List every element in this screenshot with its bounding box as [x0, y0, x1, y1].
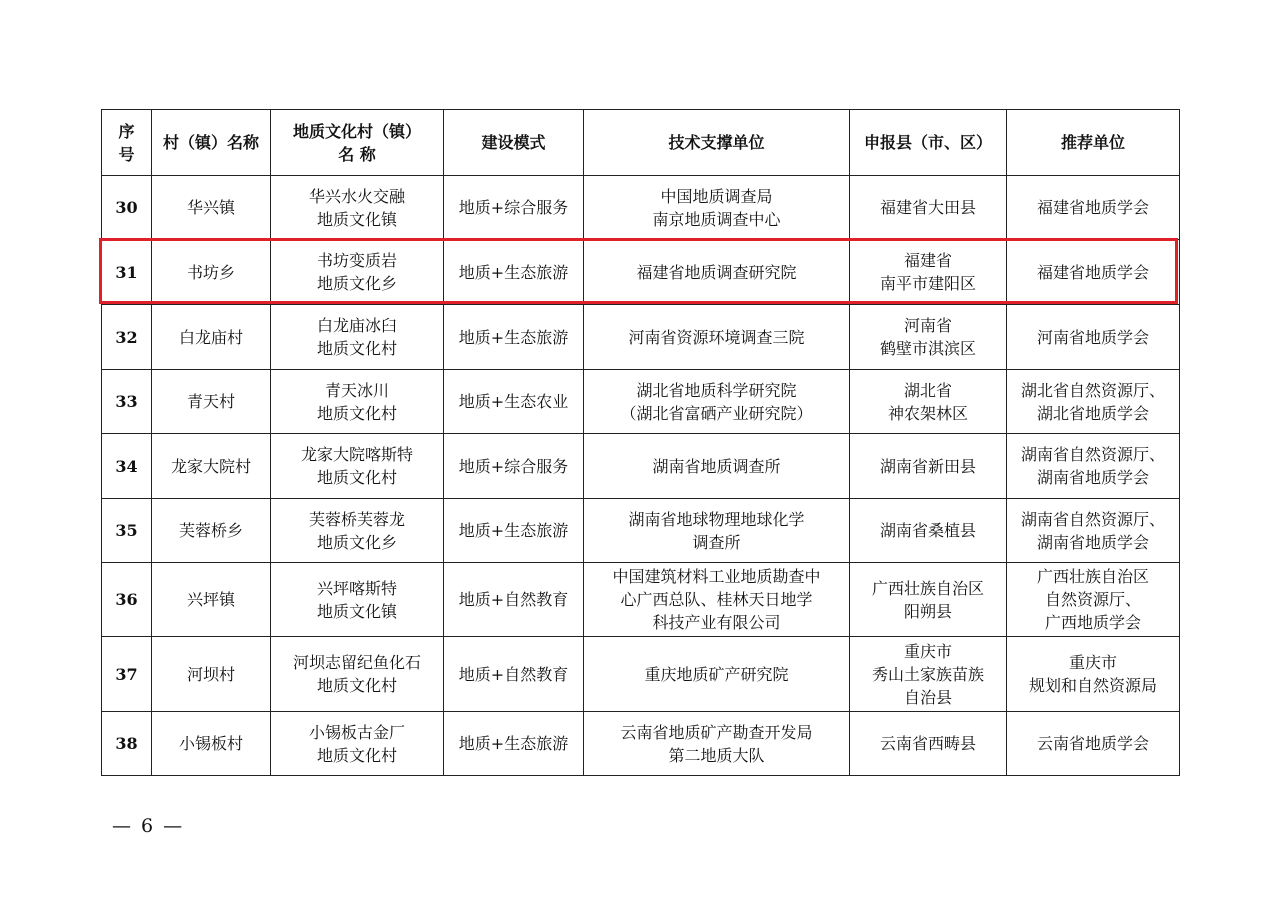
- table-row: [102, 563, 1180, 637]
- header-support: 技术支撑单位: [584, 110, 850, 176]
- cell-county: [850, 637, 1007, 712]
- cell-geo-name-line: 小锡板古金厂: [308, 722, 405, 742]
- cell-geo-name: [271, 712, 444, 776]
- table-header-row: [102, 110, 1180, 176]
- cell-geo-name-line: 地质文化镇: [316, 209, 397, 229]
- table-row: [102, 434, 1180, 499]
- cell-geo-name: [271, 176, 444, 240]
- cell-county-line: 云南省西畴县: [879, 734, 976, 753]
- cell-village: 小锡板村: [152, 712, 271, 776]
- cell-support-line: 心广西总队、桂林天日地学: [620, 590, 813, 609]
- cell-county-line: 鹤壁市淇滨区: [879, 339, 976, 358]
- cell-mode: 地质+生态旅游: [444, 712, 584, 776]
- page-number: — 6 —: [112, 815, 185, 837]
- cell-support-line: （湖北省富硒产业研究院）: [620, 403, 813, 423]
- cell-geo-name-line: 地质文化村: [316, 403, 397, 423]
- cell-village: 河坝村: [152, 637, 271, 712]
- table-row: [102, 240, 1180, 305]
- cell-county-line: 南平市建阳区: [879, 274, 976, 293]
- cell-support-line: 湖南省地球物理地球化学: [628, 509, 805, 529]
- cell-county-line: 河南省: [903, 316, 952, 335]
- cell-county: [850, 499, 1007, 563]
- table-row: [102, 305, 1180, 370]
- cell-support: [584, 563, 850, 637]
- cell-village: 书坊乡: [152, 240, 271, 305]
- cell-recommender-line: 湖南省自然资源厅、: [1020, 445, 1165, 464]
- cell-no: 35: [102, 499, 152, 563]
- cell-county-line: 福建省大田县: [879, 198, 976, 217]
- cell-county: [850, 712, 1007, 776]
- cell-recommender-line: 湖南省地质学会: [1036, 532, 1149, 552]
- cell-geo-name-line: 地质文化村: [316, 339, 397, 358]
- cell-village: 白龙庙村: [152, 305, 271, 370]
- cell-support: [584, 637, 850, 712]
- cell-geo-name-line: 地质文化村: [316, 468, 397, 487]
- cell-geo-name: [271, 637, 444, 712]
- cell-geo-name-line: 地质文化乡: [316, 532, 397, 552]
- cell-geo-name: [271, 499, 444, 563]
- header-geo-village: 地质文化村（镇） 名 称: [271, 110, 444, 176]
- cell-village: 兴坪镇: [152, 563, 271, 637]
- cell-county: [850, 176, 1007, 240]
- cell-no: 37: [102, 637, 152, 712]
- cell-recommender-line: 广西地质学会: [1044, 613, 1141, 632]
- cell-geo-name-line: 河坝志留纪鱼化石: [292, 653, 421, 672]
- cell-support-line: 中国地质调查局: [660, 186, 773, 206]
- cell-village: 青天村: [152, 370, 271, 434]
- cell-county-line: 湖南省桑植县: [879, 521, 976, 540]
- cell-county: [850, 434, 1007, 499]
- cell-geo-name: [271, 240, 444, 305]
- cell-support-line: 湖南省地质调查所: [652, 456, 781, 476]
- cell-support-line: 南京地质调查中心: [652, 209, 781, 229]
- header-mode: 建设模式: [444, 110, 584, 176]
- table-row: [102, 637, 1180, 712]
- cell-recommender: [1007, 305, 1180, 370]
- cell-county-line: 湖北省: [903, 380, 952, 400]
- cell-no: 33: [102, 370, 152, 434]
- header-county: 申报县（市、区）: [850, 110, 1007, 176]
- cell-support-line: 第二地质大队: [668, 745, 765, 765]
- cell-geo-name-line: 青天冰川: [324, 380, 389, 400]
- cell-support-line: 河南省资源环境调查三院: [628, 327, 805, 347]
- table-row: [102, 499, 1180, 563]
- cell-support: [584, 240, 850, 305]
- cell-county-line: 阳朔县: [903, 601, 952, 621]
- header-recommender: 推荐单位: [1007, 110, 1180, 176]
- cell-recommender-line: 广西壮族自治区: [1036, 567, 1149, 586]
- cell-recommender: [1007, 176, 1180, 240]
- cell-recommender-line: 湖北省地质学会: [1036, 403, 1149, 423]
- cell-support-line: 福建省地质调查研究院: [636, 262, 797, 282]
- cell-village: 龙家大院村: [152, 434, 271, 499]
- cell-geo-name: [271, 434, 444, 499]
- cell-county-line: 湖南省新田县: [879, 456, 976, 476]
- table-row: [102, 176, 1180, 240]
- cell-recommender: [1007, 240, 1180, 305]
- cell-county-line: 福建省: [903, 251, 952, 270]
- table-body: [102, 176, 1180, 776]
- cell-mode: 地质+综合服务: [444, 176, 584, 240]
- cell-county-line: 广西壮族自治区: [871, 578, 984, 598]
- cell-geo-name: [271, 370, 444, 434]
- cell-no: 32: [102, 305, 152, 370]
- cell-recommender-line: 河南省地质学会: [1036, 327, 1149, 347]
- cell-mode: 地质+自然教育: [444, 563, 584, 637]
- cell-county-line: 秀山土家族苗族: [871, 664, 984, 684]
- cell-recommender-line: 湖北省自然资源厅、: [1020, 380, 1165, 400]
- cell-geo-name-line: 地质文化村: [316, 676, 397, 695]
- cell-support: [584, 370, 850, 434]
- cell-county-line: 重庆市: [903, 641, 952, 661]
- cell-mode: 地质+生态农业: [444, 370, 584, 434]
- cell-recommender-line: 重庆市: [1068, 653, 1117, 672]
- cell-geo-name-line: 白龙庙冰臼: [316, 316, 397, 335]
- cell-no: 34: [102, 434, 152, 499]
- cell-mode: 地质+生态旅游: [444, 240, 584, 305]
- cell-recommender-line: 规划和自然资源局: [1028, 676, 1157, 695]
- cell-geo-name-line: 华兴水火交融: [308, 186, 405, 206]
- cell-geo-name: [271, 563, 444, 637]
- cell-county: [850, 563, 1007, 637]
- cell-support: [584, 305, 850, 370]
- cell-mode: 地质+自然教育: [444, 637, 584, 712]
- cell-village: 华兴镇: [152, 176, 271, 240]
- cell-support: [584, 176, 850, 240]
- cell-support-line: 调查所: [692, 532, 741, 552]
- cell-no: 30: [102, 176, 152, 240]
- cell-support: [584, 499, 850, 563]
- cell-recommender: [1007, 434, 1180, 499]
- geo-village-table: [101, 109, 1180, 776]
- cell-recommender-line: 湖南省地质学会: [1036, 468, 1149, 487]
- cell-support-line: 湖北省地质科学研究院: [636, 380, 797, 400]
- cell-recommender: [1007, 637, 1180, 712]
- cell-no: 38: [102, 712, 152, 776]
- cell-recommender-line: 福建省地质学会: [1036, 262, 1149, 282]
- cell-county: [850, 305, 1007, 370]
- cell-geo-name-line: 地质文化村: [316, 745, 397, 765]
- cell-support-line: 科技产业有限公司: [652, 613, 781, 632]
- cell-support-line: 中国建筑材料工业地质勘查中: [612, 567, 821, 586]
- cell-recommender-line: 福建省地质学会: [1036, 198, 1149, 217]
- cell-village: 芙蓉桥乡: [152, 499, 271, 563]
- cell-recommender: [1007, 499, 1180, 563]
- cell-county-line: 自治县: [903, 687, 952, 707]
- header-village: 村（镇）名称: [152, 110, 271, 176]
- cell-geo-name-line: 地质文化乡: [316, 274, 397, 293]
- cell-support: [584, 434, 850, 499]
- cell-geo-name: [271, 305, 444, 370]
- cell-no: 31: [102, 240, 152, 305]
- cell-geo-name-line: 芙蓉桥芙蓉龙: [308, 509, 405, 529]
- cell-geo-name-line: 地质文化镇: [316, 601, 397, 621]
- cell-county: [850, 240, 1007, 305]
- cell-support-line: 重庆地质矿产研究院: [644, 664, 789, 684]
- cell-recommender-line: 自然资源厅、: [1044, 590, 1141, 609]
- cell-geo-name-line: 兴坪喀斯特: [316, 578, 397, 598]
- cell-recommender-line: 云南省地质学会: [1036, 734, 1149, 753]
- header-seq: 序号: [102, 110, 152, 176]
- cell-recommender: [1007, 712, 1180, 776]
- cell-mode: 地质+综合服务: [444, 434, 584, 499]
- cell-geo-name-line: 书坊变质岩: [316, 251, 397, 270]
- cell-recommender-line: 湖南省自然资源厅、: [1020, 509, 1165, 529]
- cell-support-line: 云南省地质矿产勘查开发局: [620, 722, 813, 742]
- cell-no: 36: [102, 563, 152, 637]
- table-row: [102, 712, 1180, 776]
- cell-mode: 地质+生态旅游: [444, 305, 584, 370]
- cell-recommender: [1007, 370, 1180, 434]
- table-row: [102, 370, 1180, 434]
- cell-county: [850, 370, 1007, 434]
- cell-recommender: [1007, 563, 1180, 637]
- cell-county-line: 神农架林区: [887, 403, 968, 423]
- cell-support: [584, 712, 850, 776]
- cell-geo-name-line: 龙家大院喀斯特: [300, 445, 413, 464]
- cell-mode: 地质+生态旅游: [444, 499, 584, 563]
